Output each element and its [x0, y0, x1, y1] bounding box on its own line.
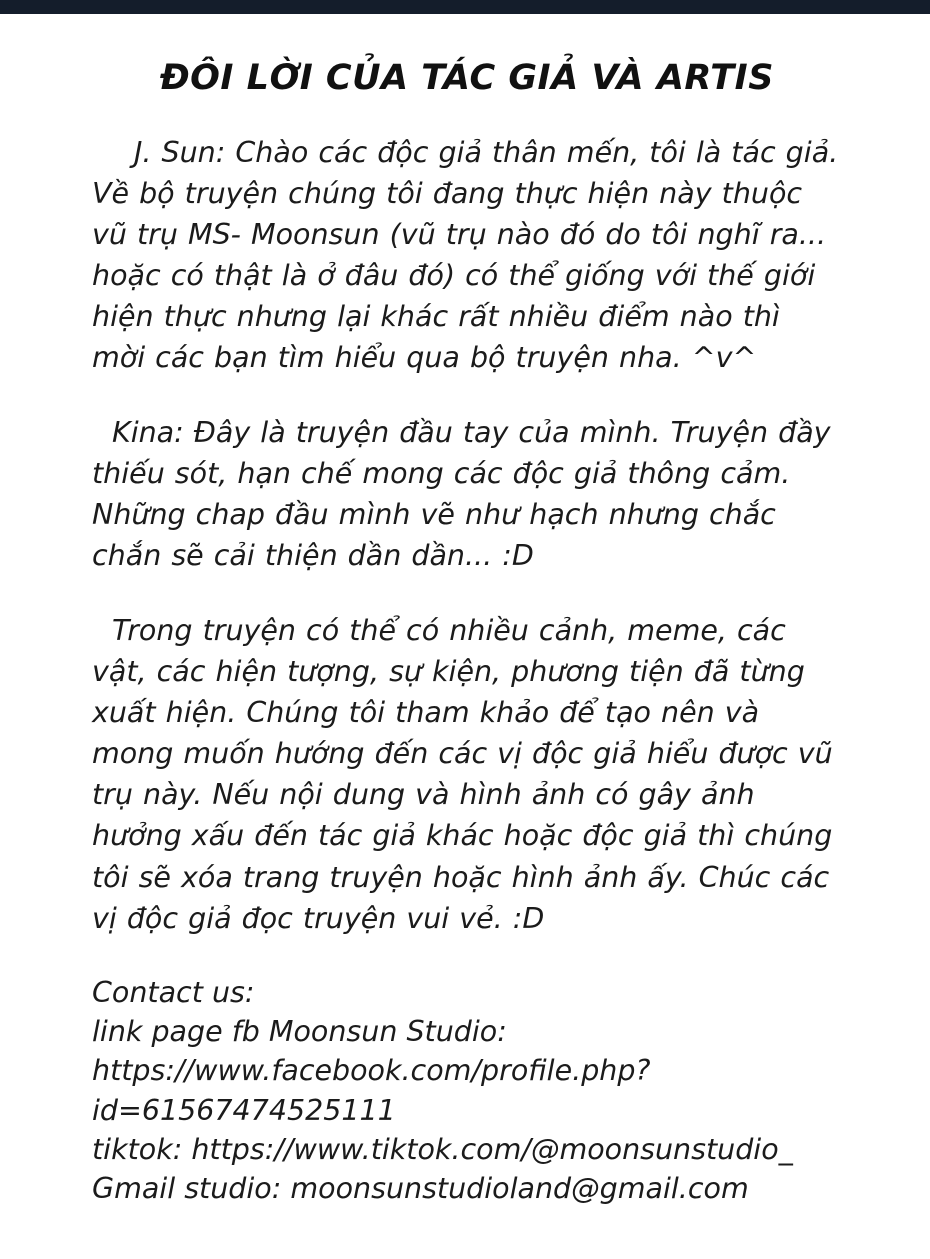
contact-section	[92, 973, 842, 1209]
top-bar	[0, 0, 930, 14]
spacer-1	[92, 378, 842, 412]
spacer-3	[92, 939, 842, 969]
contact-tiktok[interactable]: tiktok: https://www.tiktok.com/@moonsunstudio_	[92, 1132, 793, 1166]
paragraph-artist-kina: Kina: Đây là truyện đầu tay của mình. Truyện đầy thiếu sót, hạn chế mong các độc giả thông cảm. Những chap đầu mình vẽ như hạch nhưng chắc chắn sẽ cải thiện dần dần... :D	[92, 416, 831, 573]
page-title: ĐÔI LỜI CỦA TÁC GIẢ VÀ ARTIS	[160, 58, 774, 98]
contact-facebook-url[interactable]: https://www.facebook.com/profile.php?id=61567474525111	[92, 1054, 651, 1127]
paragraph-author-jsun: J. Sun: Chào các độc giả thân mến, tôi là tác giả. Về bộ truyện chúng tôi đang thực hiện này thuộc vũ trụ MS- Moonsun (vũ trụ nào đó do tôi nghĩ ra... hoặc có thật là ở đâu đó) có thể giống với thế giới hiện thực nhưng lại khác rất nhiều điểm nào thì mời các bạn tìm hiểu qua bộ truyện nha. ^v^	[92, 136, 839, 375]
paragraph-disclaimer: Trong truyện có thể có nhiều cảnh, meme, các vật, các hiện tượng, sự kiện, phương tiện đã từng xuất hiện. Chúng tôi tham khảo để tạo nên và mong muốn hướng đến các vị độc giả hiểu được vũ trụ này. Nếu nội dung và hình ảnh có gây ảnh hưởng xấu đến tác giả khác hoặc độc giả thì chúng tôi sẽ xóa trang truyện hoặc hình ảnh ấy. Chúc các vị độc giả đọc truyện vui vẻ. :D	[92, 614, 833, 935]
document-content	[0, 58, 930, 1209]
contact-gmail[interactable]: Gmail studio: moonsunstudioland@gmail.com	[92, 1172, 749, 1206]
spacer-2	[92, 576, 842, 610]
contact-facebook-label: link page fb Moonsun Studio:	[92, 1014, 507, 1048]
contact-heading: Contact us:	[92, 975, 255, 1009]
